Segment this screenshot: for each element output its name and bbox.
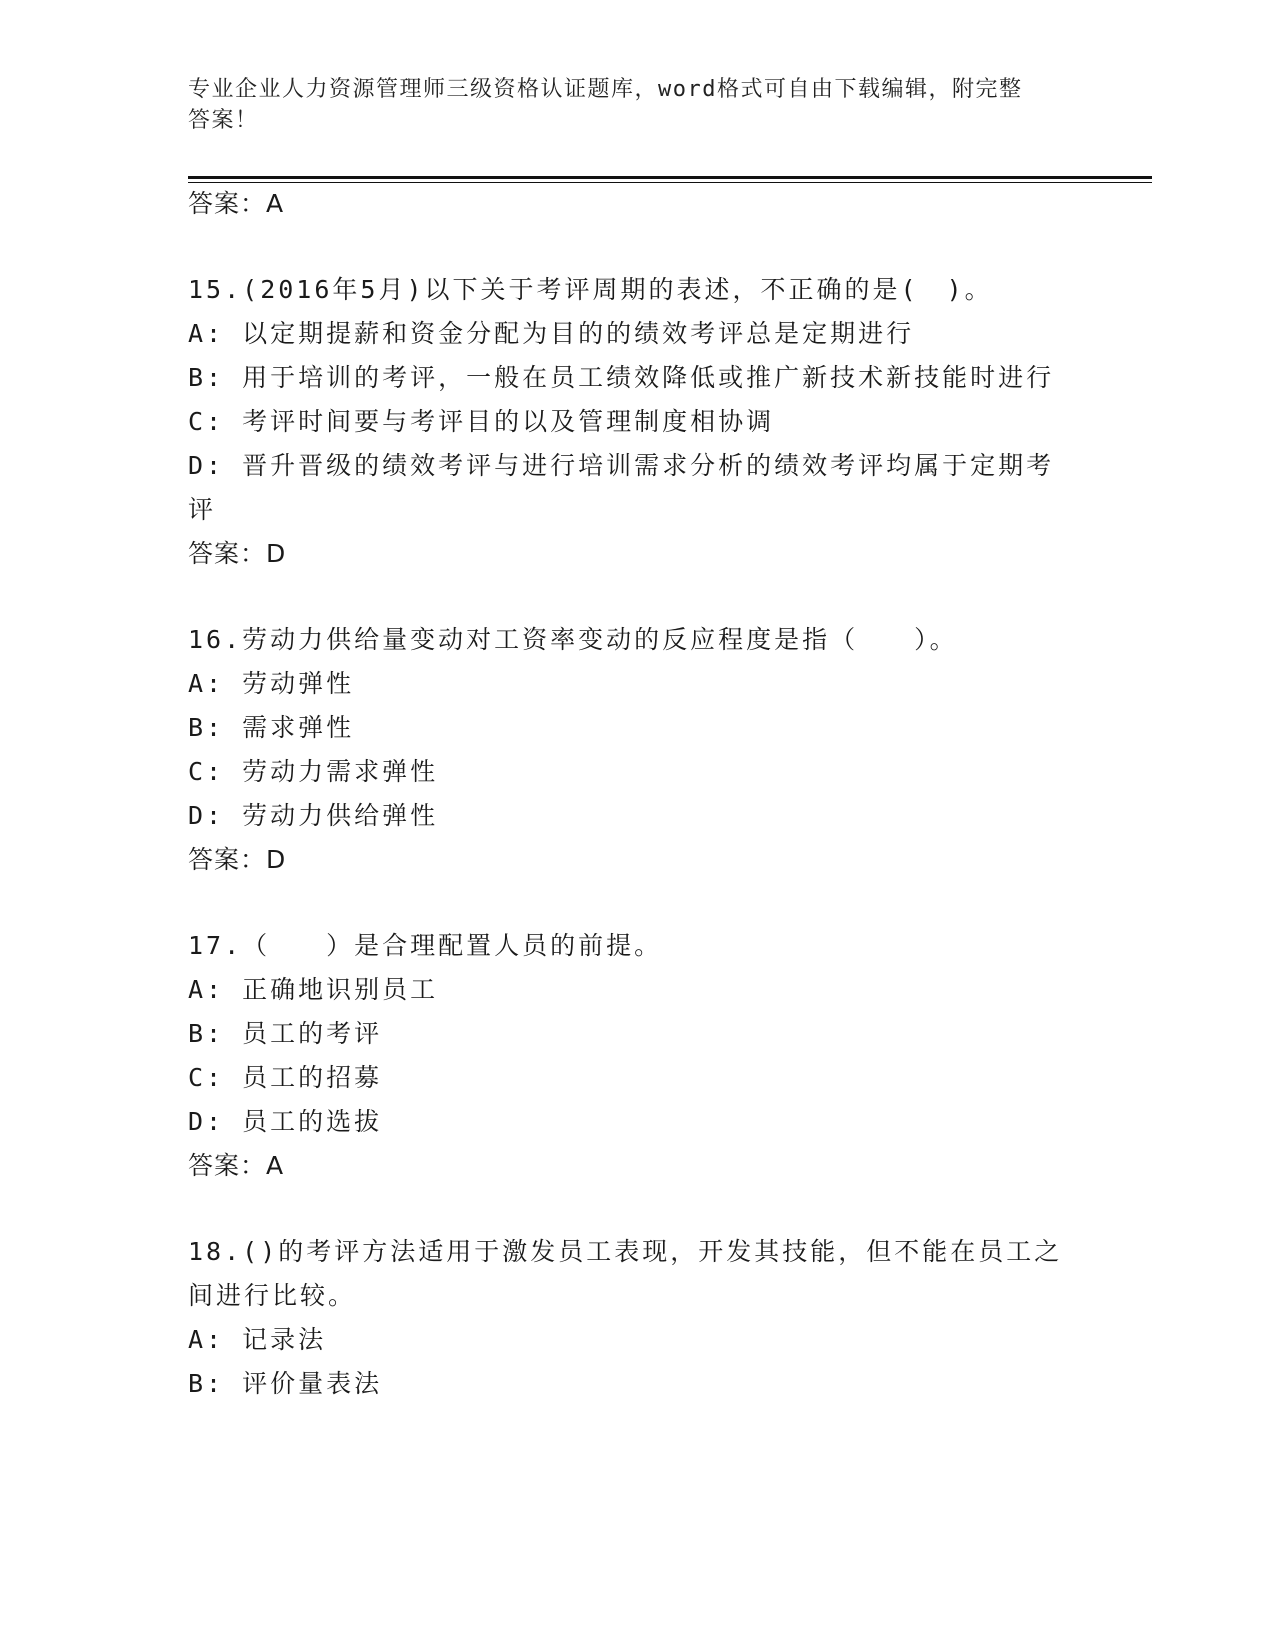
question-18-option-b: B: 评价量表法 bbox=[188, 1369, 383, 1398]
answer-14: 答案：A bbox=[188, 189, 285, 218]
header-line-2: 答案！ bbox=[188, 108, 259, 133]
question-15-option-d-cont: 评 bbox=[188, 495, 217, 524]
question-15-text: 15.(2016年5月)以下关于考评周期的表述，不正确的是( )。 bbox=[188, 275, 993, 304]
question-15-option-b: B: 用于培训的考评，一般在员工绩效降低或推广新技术新技能时进行 bbox=[188, 363, 1055, 392]
question-16-option-a: A: 劳动弹性 bbox=[188, 669, 355, 698]
question-16-text: 16.劳动力供给量变动对工资率变动的反应程度是指（ ）。 bbox=[188, 625, 958, 654]
question-17-option-a: A: 正确地识别员工 bbox=[188, 975, 439, 1004]
question-18-text-cont: 间进行比较。 bbox=[188, 1281, 357, 1310]
answer-15: 答案：D bbox=[188, 539, 287, 568]
question-18-option-a: A: 记录法 bbox=[188, 1325, 327, 1354]
question-16-option-d: D: 劳动力供给弹性 bbox=[188, 801, 439, 830]
question-17-option-b: B: 员工的考评 bbox=[188, 1019, 383, 1048]
page-header bbox=[188, 74, 1068, 136]
question-17-text: 17.（ ）是合理配置人员的前提。 bbox=[188, 931, 663, 960]
question-15-option-a: A: 以定期提薪和资金分配为目的的绩效考评总是定期进行 bbox=[188, 319, 915, 348]
question-16-option-b: B: 需求弹性 bbox=[188, 713, 355, 742]
header-rule-thin bbox=[188, 182, 1152, 183]
question-17-option-c: C: 员工的招募 bbox=[188, 1063, 383, 1092]
question-15-option-c: C: 考评时间要与考评目的以及管理制度相协调 bbox=[188, 407, 775, 436]
question-17-option-d: D: 员工的选拔 bbox=[188, 1107, 383, 1136]
answer-16: 答案：D bbox=[188, 845, 287, 874]
question-18-text: 18.()的考评方法适用于激发员工表现，开发其技能，但不能在员工之 bbox=[188, 1237, 1063, 1266]
question-15-option-d: D: 晋升晋级的绩效考评与进行培训需求分析的绩效考评均属于定期考 bbox=[188, 451, 1055, 480]
question-16-option-c: C: 劳动力需求弹性 bbox=[188, 757, 439, 786]
header-rule-thick bbox=[188, 176, 1152, 179]
header-line-1: 专业企业人力资源管理师三级资格认证题库，word格式可自由下载编辑，附完整 bbox=[188, 77, 1023, 102]
answer-17: 答案：A bbox=[188, 1151, 285, 1180]
